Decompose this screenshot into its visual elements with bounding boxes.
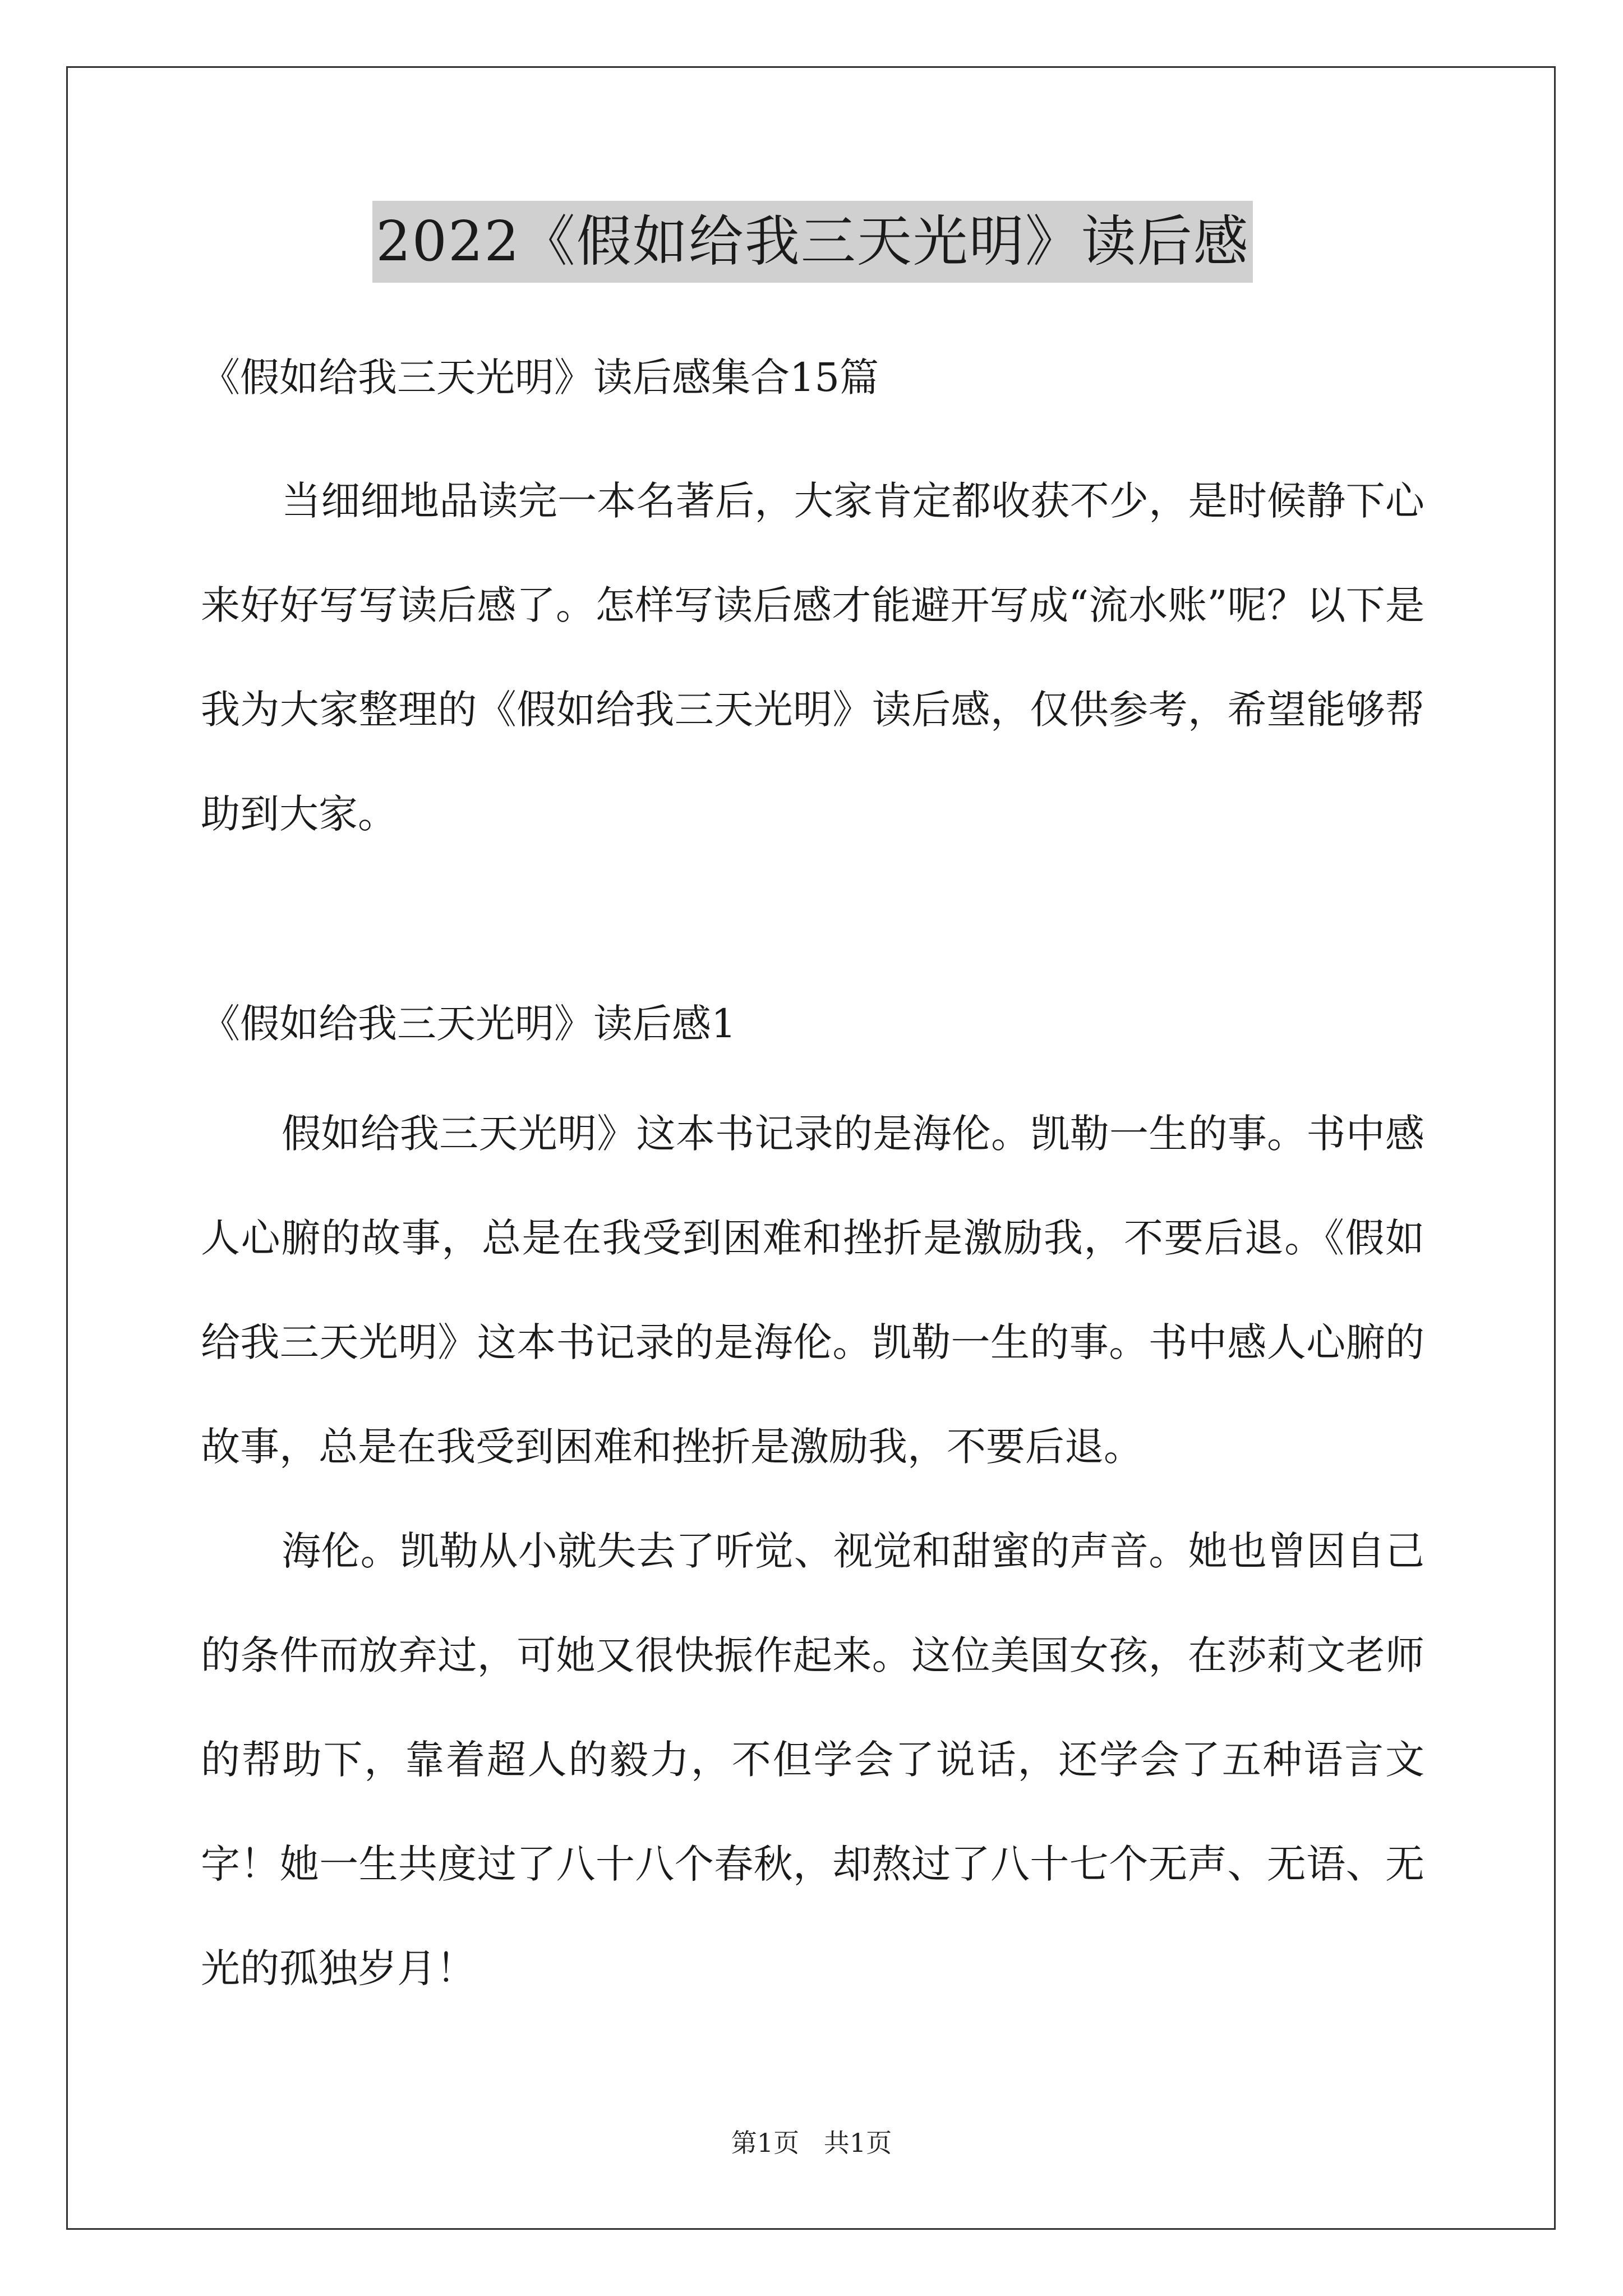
body-paragraph: 海伦。凯勒从小就失去了听觉、视觉和甜蜜的声音。她也曾因自己的条件而放弃过，可她又很快振作起来。这位美国女孩，在莎莉文老师的帮助下，靠着超人的毅力，不但学会了说话，还学会了五种语言文字！她一生共度过了八十八个春秋，却熬过了八十七个无声、无语、无光的孤独岁月！: [201, 1528, 1424, 1991]
document-title: 2022《假如给我三天光明》读后感: [372, 201, 1252, 283]
section-heading: 《假如给我三天光明》读后感1: [201, 1001, 736, 1047]
body-paragraph: 假如给我三天光明》这本书记录的是海伦。凯勒一生的事。书中感人心腑的故事，总是在我受到困难和挫折是激励我，不要后退。《假如给我三天光明》这本书记录的是海伦。凯勒一生的事。书中感人心腑的故事，总是在我受到困难和挫折是激励我，不要后退。: [201, 1111, 1424, 1470]
intro-paragraph: 当细细地品读完一本名著后，大家肯定都收获不少，是时候静下心来好好写写读后感了。怎样写读后感才能避开写成“流水账”呢？以下是我为大家整理的《假如给我三天光明》读后感，仅供参考，希望能够帮助到大家。: [201, 478, 1424, 837]
document-subtitle: 《假如给我三天光明》读后感集合15篇: [201, 355, 879, 401]
title-container: [201, 201, 1424, 283]
page-footer: 第1页 共1页: [731, 2128, 892, 2158]
